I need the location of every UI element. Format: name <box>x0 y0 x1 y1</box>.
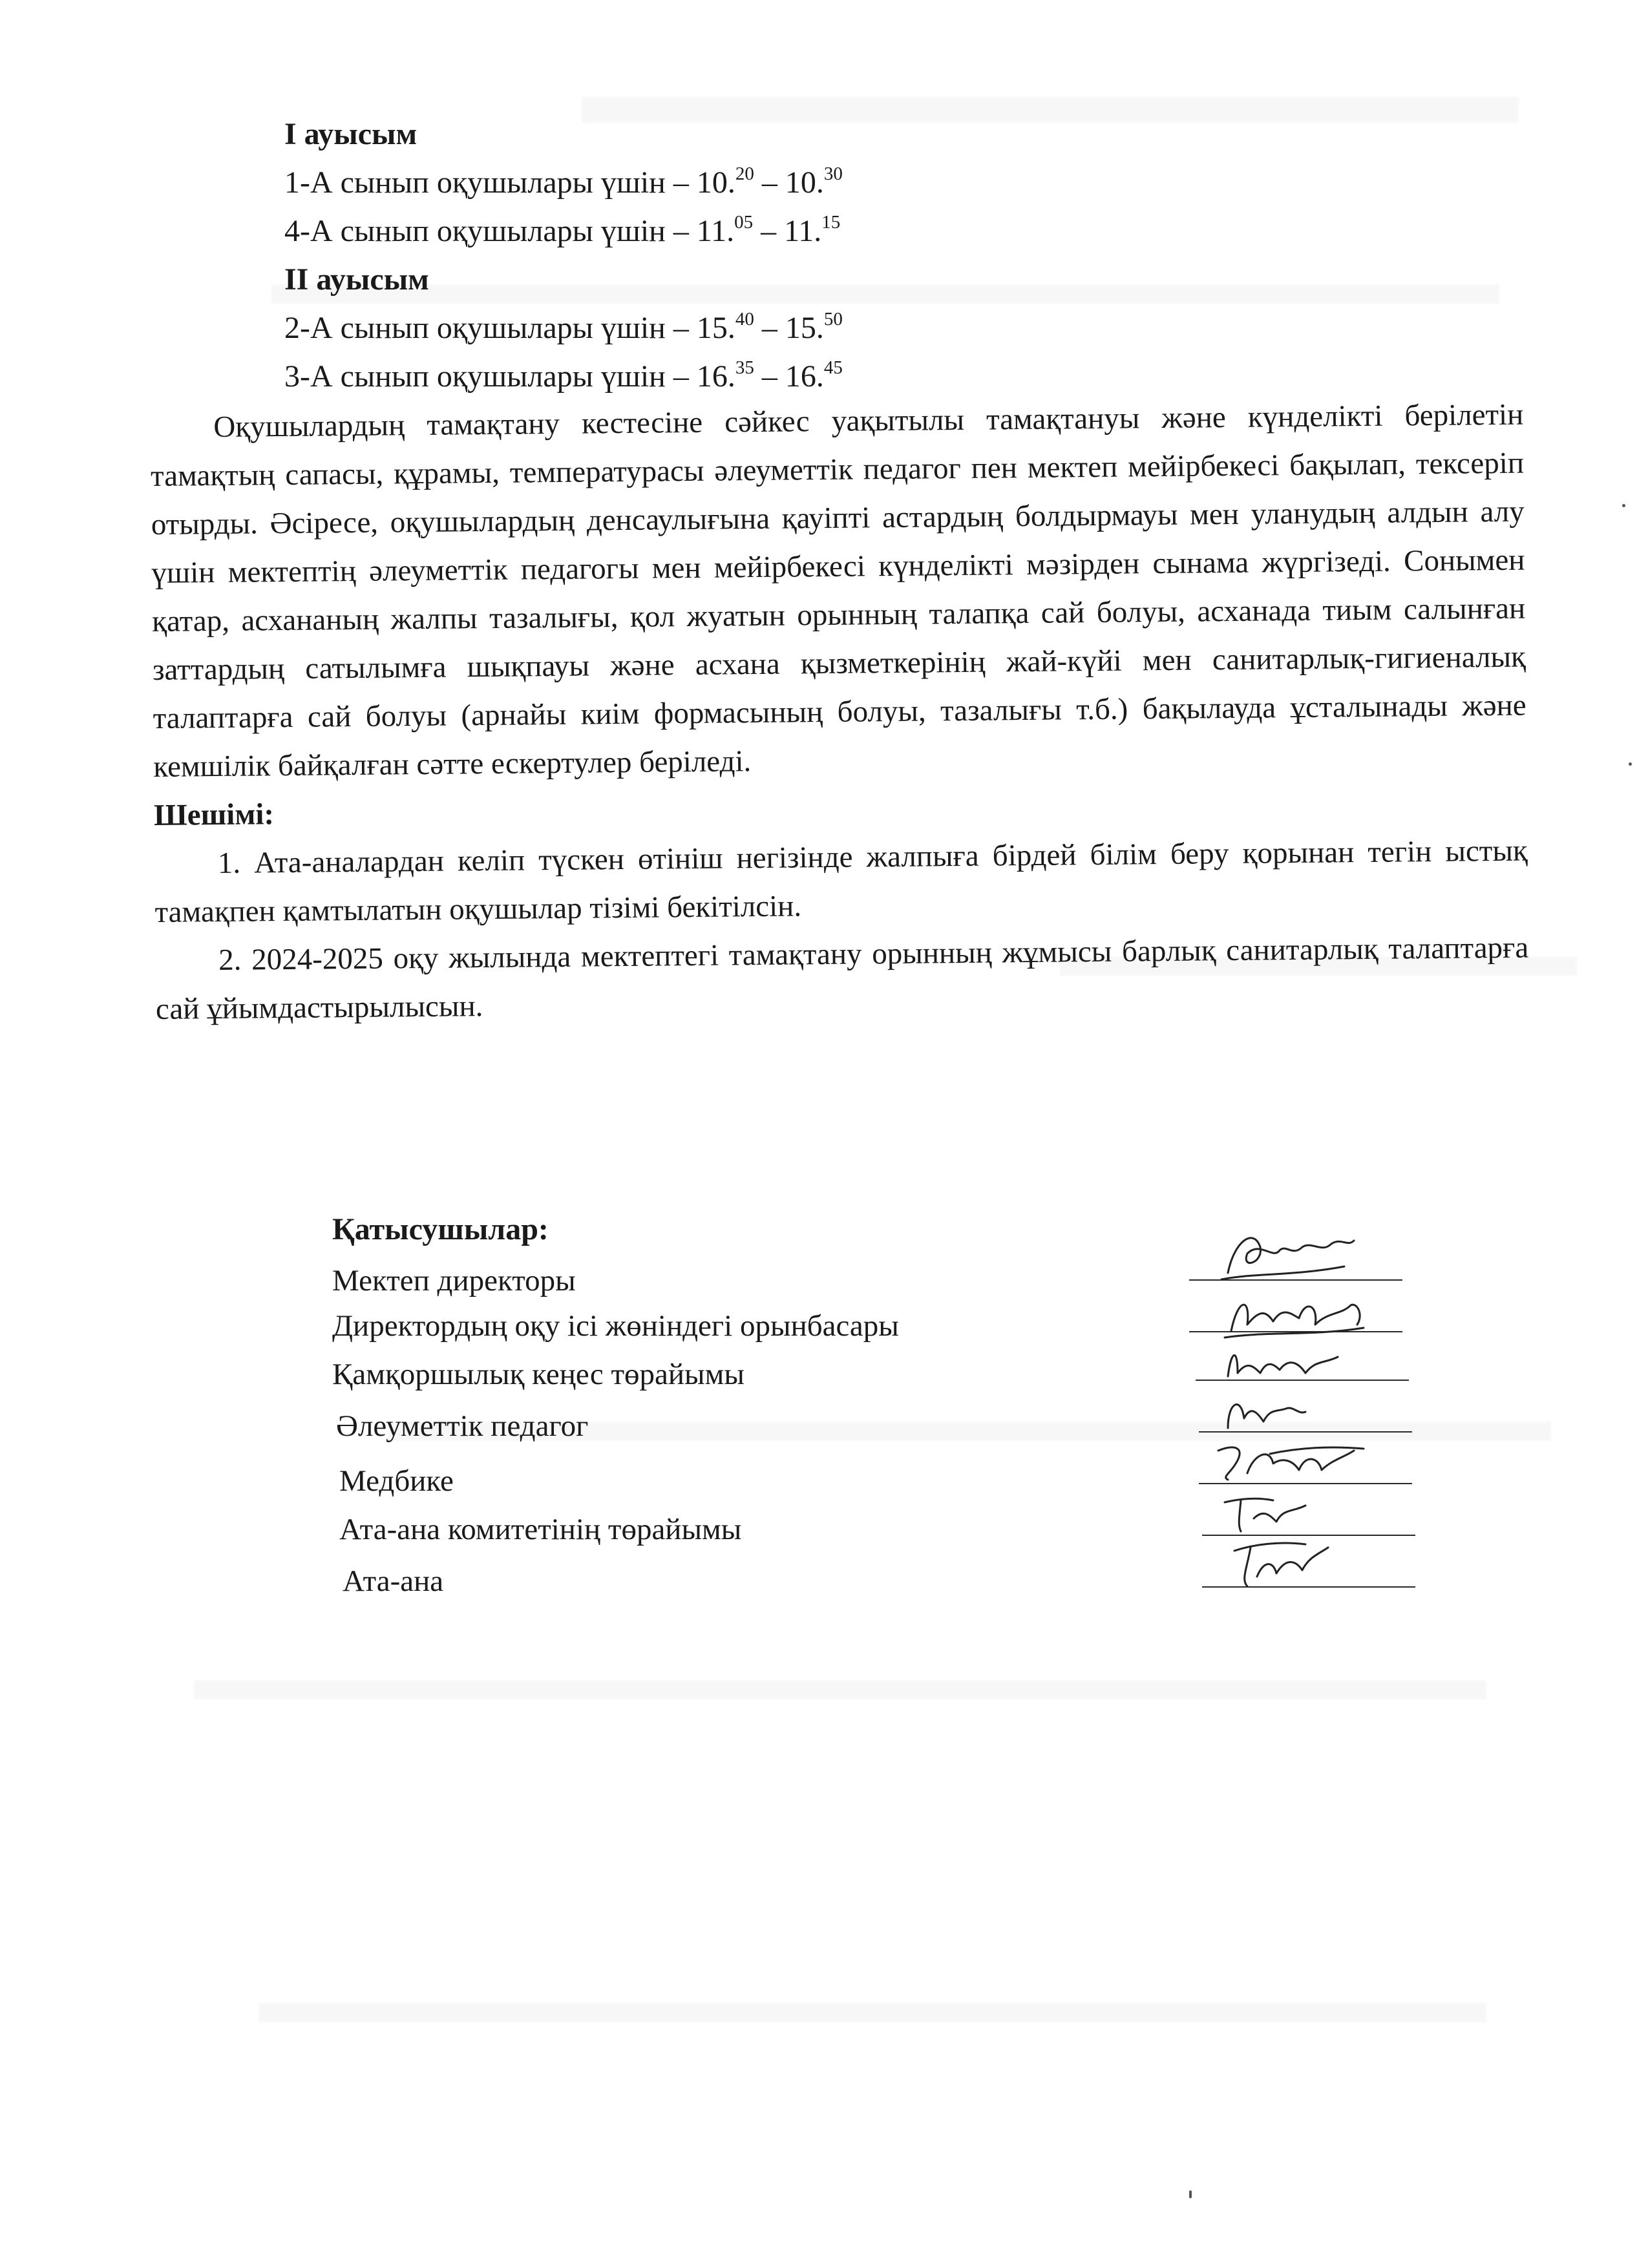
scan-speck <box>1622 504 1625 507</box>
signature-board-chair <box>1218 1338 1347 1389</box>
decision-item-2: 2. 2024-2025 оқу жылында мектептегі тамақтану орынның жұмысы барлық санитарлық талаптарға сай ұйымдастырылысын. <box>155 930 1529 1026</box>
signature-director <box>1215 1221 1357 1286</box>
bleed-through <box>194 1680 1486 1699</box>
schedule-row-3a: 3-А сынып оқушылары үшін – 16.35 – 16.45 <box>284 357 843 394</box>
signature-parent-committee-chair <box>1215 1486 1312 1538</box>
scan-speck <box>1189 2190 1192 2198</box>
participant-role: Директордың оқу ісі жөніндегі орынбасары <box>332 1309 899 1343</box>
scan-speck <box>1629 762 1632 766</box>
participant-role: Медбике <box>339 1464 454 1498</box>
participant-role: Ата-ана <box>343 1564 444 1598</box>
decision-item-1: 1. Ата-аналардан келіп түскен өтініш негізінде жалпыға бірдей білім беру қорынан тегін ыстық тамақпен қамтылатын оқушылар тізімі бекітілсін. <box>154 834 1528 929</box>
schedule-row-1a: 1-А сынып оқушылары үшін – 10.20 – 10.30 <box>284 163 843 200</box>
shift-1-title: I ауысым <box>284 117 417 151</box>
participant-role: Әлеуметтік педагог <box>336 1409 589 1443</box>
meal-schedule <box>284 110 843 401</box>
shift-2-title: II ауысым <box>284 262 429 297</box>
schedule-row-4a: 4-А сынып оқушылары үшін – 11.05 – 11.15 <box>284 212 841 248</box>
participant-role: Қамқоршылық кеңес төрайымы <box>332 1358 745 1391</box>
signature-nurse <box>1209 1434 1370 1489</box>
participant-role: Мектеп директоры <box>332 1264 576 1297</box>
control-paragraph: Оқушылардың тамақтану кестесіне сәйкес уақытылы тамақтануы және күнделікті берілетін тамақтың сапасы, құрамы, температурасы әлеуметтік педагог пен мектеп мейірбекесі бақылап, тексеріп отырды. Әсіресе, оқушылардың денсаулығына қауіпті астардың болдырмауы мен уланудың алдын алу үшін мектептің әлеуметтік педагогы мен мейірбекесі күнделікті мәзірден сынама жүргізеді. Сонымен қатар, асхананың жалпы тазалығы, қол жуатын орынның талапқа сай болуы, асханада тиым салынған заттардың сатылымға шықпауы және асхана қызметкерінің жай-күйі мен санитарлық-гигиеналық талаптарға сай болуы (арнайы киім формасының болуы, тазалығы т.б.) бақылауда ұсталынады және кемшілік байқалған сәтте ескертулер беріледі. <box>150 397 1527 784</box>
signature-social-pedagogue <box>1215 1386 1312 1438</box>
signature-parent <box>1221 1531 1331 1593</box>
bleed-through <box>259 2003 1486 2022</box>
participants-title: Қатысушылар: <box>332 1212 549 1246</box>
signature-deputy <box>1221 1286 1370 1344</box>
schedule-row-2a: 2-А сынып оқушылары үшін – 15.40 – 15.50 <box>284 309 843 345</box>
body-section <box>150 391 1529 1034</box>
decision-title: Шешімі: <box>153 797 275 832</box>
participant-role: Ата-ана комитетінің төрайымы <box>339 1513 742 1546</box>
